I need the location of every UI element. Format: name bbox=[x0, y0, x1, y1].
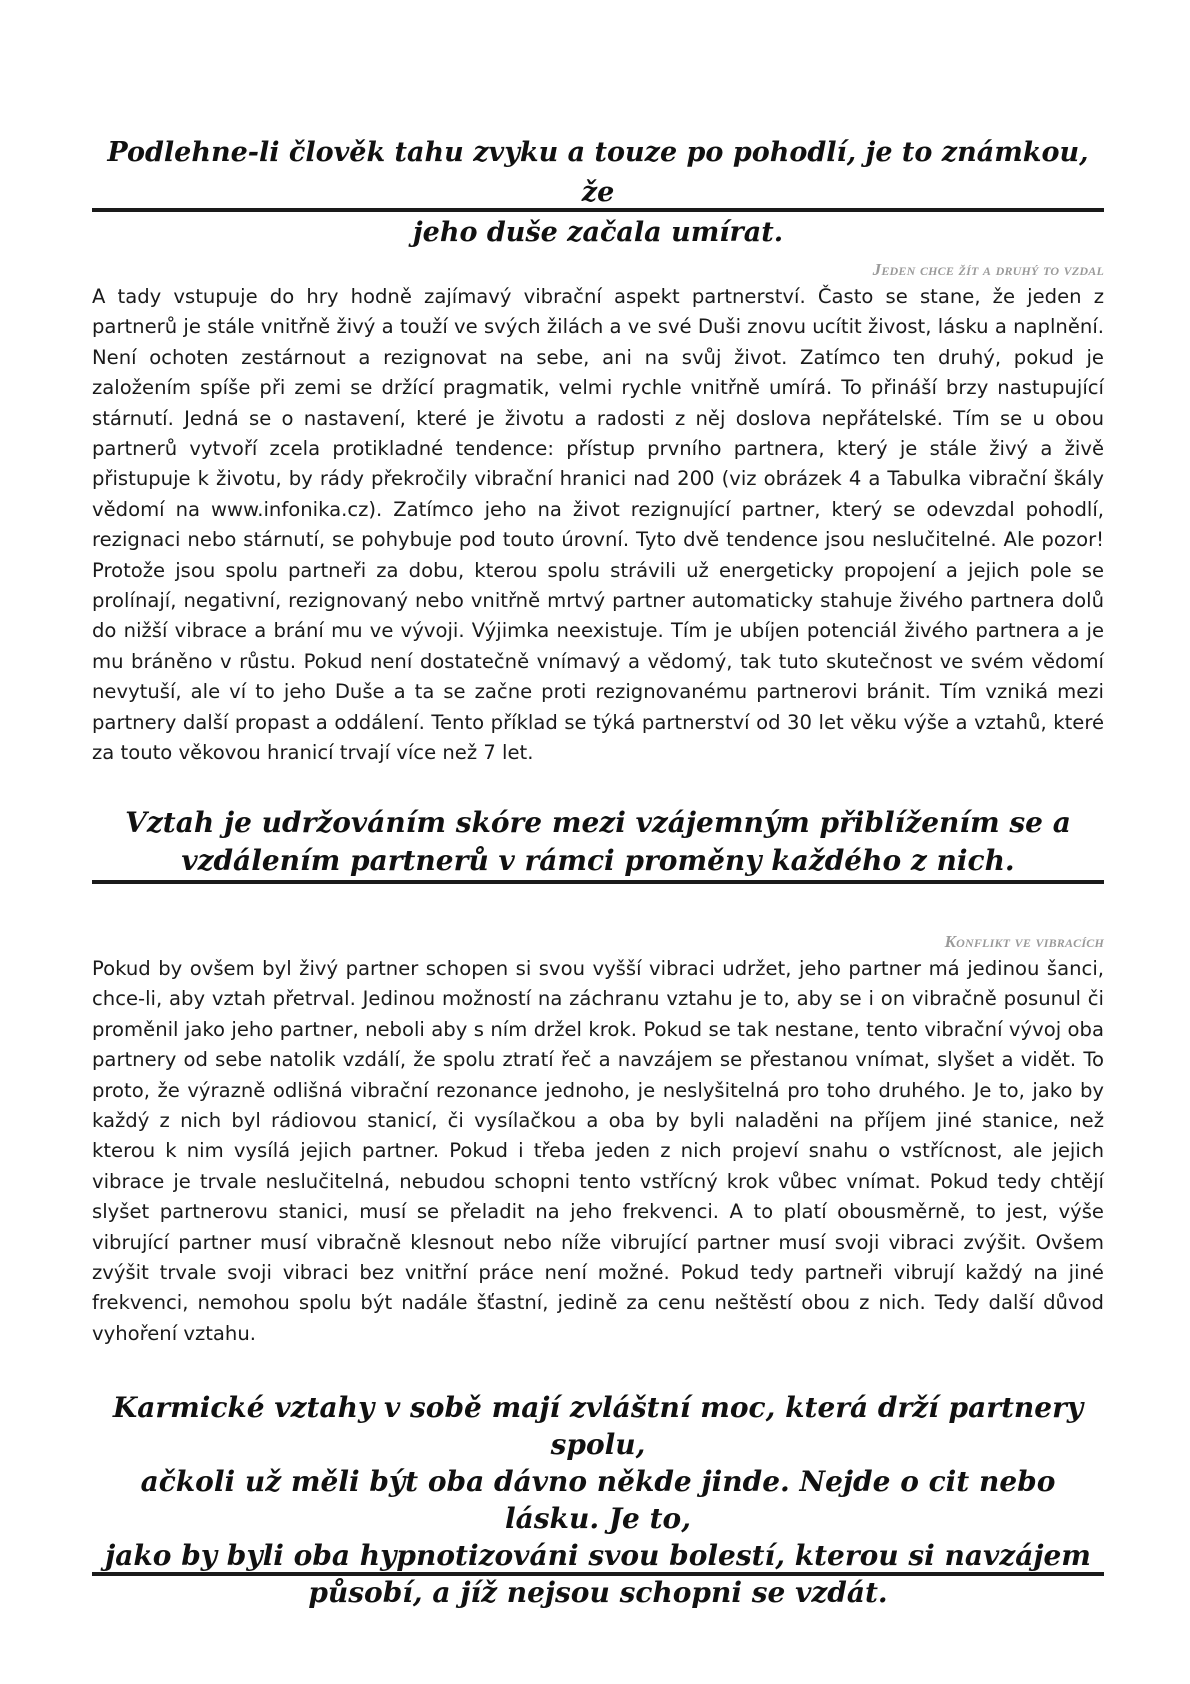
pull-quote-3-line-3: jako by byli oba hypnotizováni svou bolestí, kterou si navzájem bbox=[105, 1539, 1091, 1572]
horizontal-rule-2 bbox=[92, 880, 1104, 884]
horizontal-rule-3 bbox=[92, 1572, 1104, 1576]
pull-quote-1-line-2: jeho duše začala umírat. bbox=[412, 217, 784, 248]
pull-quote-1-line-1: Podlehne-li člověk tahu zvyku a touze po pohodlí, je to známkou, že bbox=[107, 137, 1089, 208]
section-heading-1: Jeden chce žít a druhý to vzdal bbox=[872, 260, 1104, 279]
pull-quote-1 bbox=[92, 133, 1104, 253]
pull-quote-3-line-2: ačkoli už měli být oba dávno někde jinde. Nejde o cit nebo lásku. Je to, bbox=[140, 1465, 1056, 1535]
section-heading-2: Konflikt ve vibracích bbox=[944, 932, 1104, 951]
pull-quote-3-line-1: Karmické vztahy v sobě mají zvláštní moc, která drží partnery spolu, bbox=[112, 1391, 1084, 1461]
body-paragraph-1: A tady vstupuje do hry hodně zajímavý vibrační aspekt partnerství. Často se stane, že jeden z partnerů je stále vnitřně živý a touží ve svých žilách a ve své Duši znovu ucítit živost, lásku a naplnění. Není ochoten zestárnout a rezignovat na sebe, ani na svůj život. Zatímco ten druhý, pokud je založením spíše při zemi se držící pragmatik, velmi rychle vnitřně umírá. To přináší brzy nastupující stárnutí. Jedná se o nastavení, které je životu a radosti z něj doslova nepřátelské. Tím se u obou partnerů vytvoří zcela protikladné tendence: přístup prvního partnera, který je stále živý a živě přistupuje k životu, by rády překročily vibrační hranici nad 200 (viz obrázek 4 a Tabulka vibrační škály vědomí na www.infonika.cz). Zatímco jeho na život rezignující partner, který se odevzdal pohodlí, rezignaci nebo stárnutí, se pohybuje pod touto úrovní. Tyto dvě tendence jsou neslučitelné. Ale pozor! Protože jsou spolu partneři za dobu, kterou spolu strávili už energeticky propojení a jejich pole se prolínají, negativní, rezignovaný nebo vnitřně mrtvý partner automaticky stahuje živého partnera dolů do nižší vibrace a brání mu ve vývoji. Výjimka neexistuje. Tím je ubíjen potenciál živého partnera a je mu bráněno v růstu. Pokud není dostatečně vnímavý a vědomý, tak tuto skutečnost ve svém vědomí nevytuší, ale ví to jeho Duše a ta se začne proti rezignovanému partnerovi bránit. Tím vzniká mezi partnery další propast a oddálení. Tento příklad se týká partnerství od 30 let věku výše a vztahů, které za touto věkovou hranicí trvají více než 7 let. bbox=[92, 285, 1104, 765]
pull-quote-3-line-4: působí, a jíž nejsou schopni se vzdát. bbox=[308, 1576, 888, 1609]
pull-quote-2-line-2: vzdálením partnerů v rámci proměny každého z nich. bbox=[181, 844, 1015, 877]
pull-quote-2-line-1: Vztah je udržováním skóre mezi vzájemným přiblížením se a bbox=[125, 806, 1071, 839]
pull-quote-3 bbox=[92, 1389, 1104, 1611]
horizontal-rule-1 bbox=[92, 208, 1104, 212]
body-paragraph-2: Pokud by ovšem byl živý partner schopen si svou vyšší vibraci udržet, jeho partner má jedinou šanci, chce-li, aby vztah přetrval. Jedinou možností na záchranu vztahu je to, aby se i on vibračně posunul či proměnil jako jeho partner, neboli aby s ním držel krok. Pokud se tak nestane, tento vibrační vývoj oba partnery od sebe natolik vzdálí, že spolu ztratí řeč a navzájem se přestanou vnímat, slyšet a vidět. To proto, že výrazně odlišná vibrační rezonance jednoho, je neslyšitelná pro toho druhého. Je to, jako by každý z nich byl rádiovou stanicí, či vysílačkou a oba by byli naladěni na příjem jiné stanice, než kterou k nim vysílá jejich partner. Pokud i třeba jeden z nich projeví snahu o vstřícnost, ale jejich vibrace je trvale neslučitelná, nebudou schopni tento vstřícný krok vůbec vnímat. Pokud tedy chtějí slyšet partnerovu stanici, musí se přeladit na jeho frekvenci. A to platí obousměrně, to jest, výše vibrující partner musí vibračně klesnout nebo níže vibrující partner musí svoji vibraci zvýšit. Ovšem zvýšit trvale svoji vibraci bez vnitřní práce není možné. Pokud tedy partneři vibrují každý na jiné frekvenci, nemohou spolu být nadále šťastní, jedině za cenu neštěstí obou z nich. Tedy další důvod vyhoření vztahu. bbox=[92, 957, 1104, 1345]
pull-quote-2 bbox=[92, 804, 1104, 880]
